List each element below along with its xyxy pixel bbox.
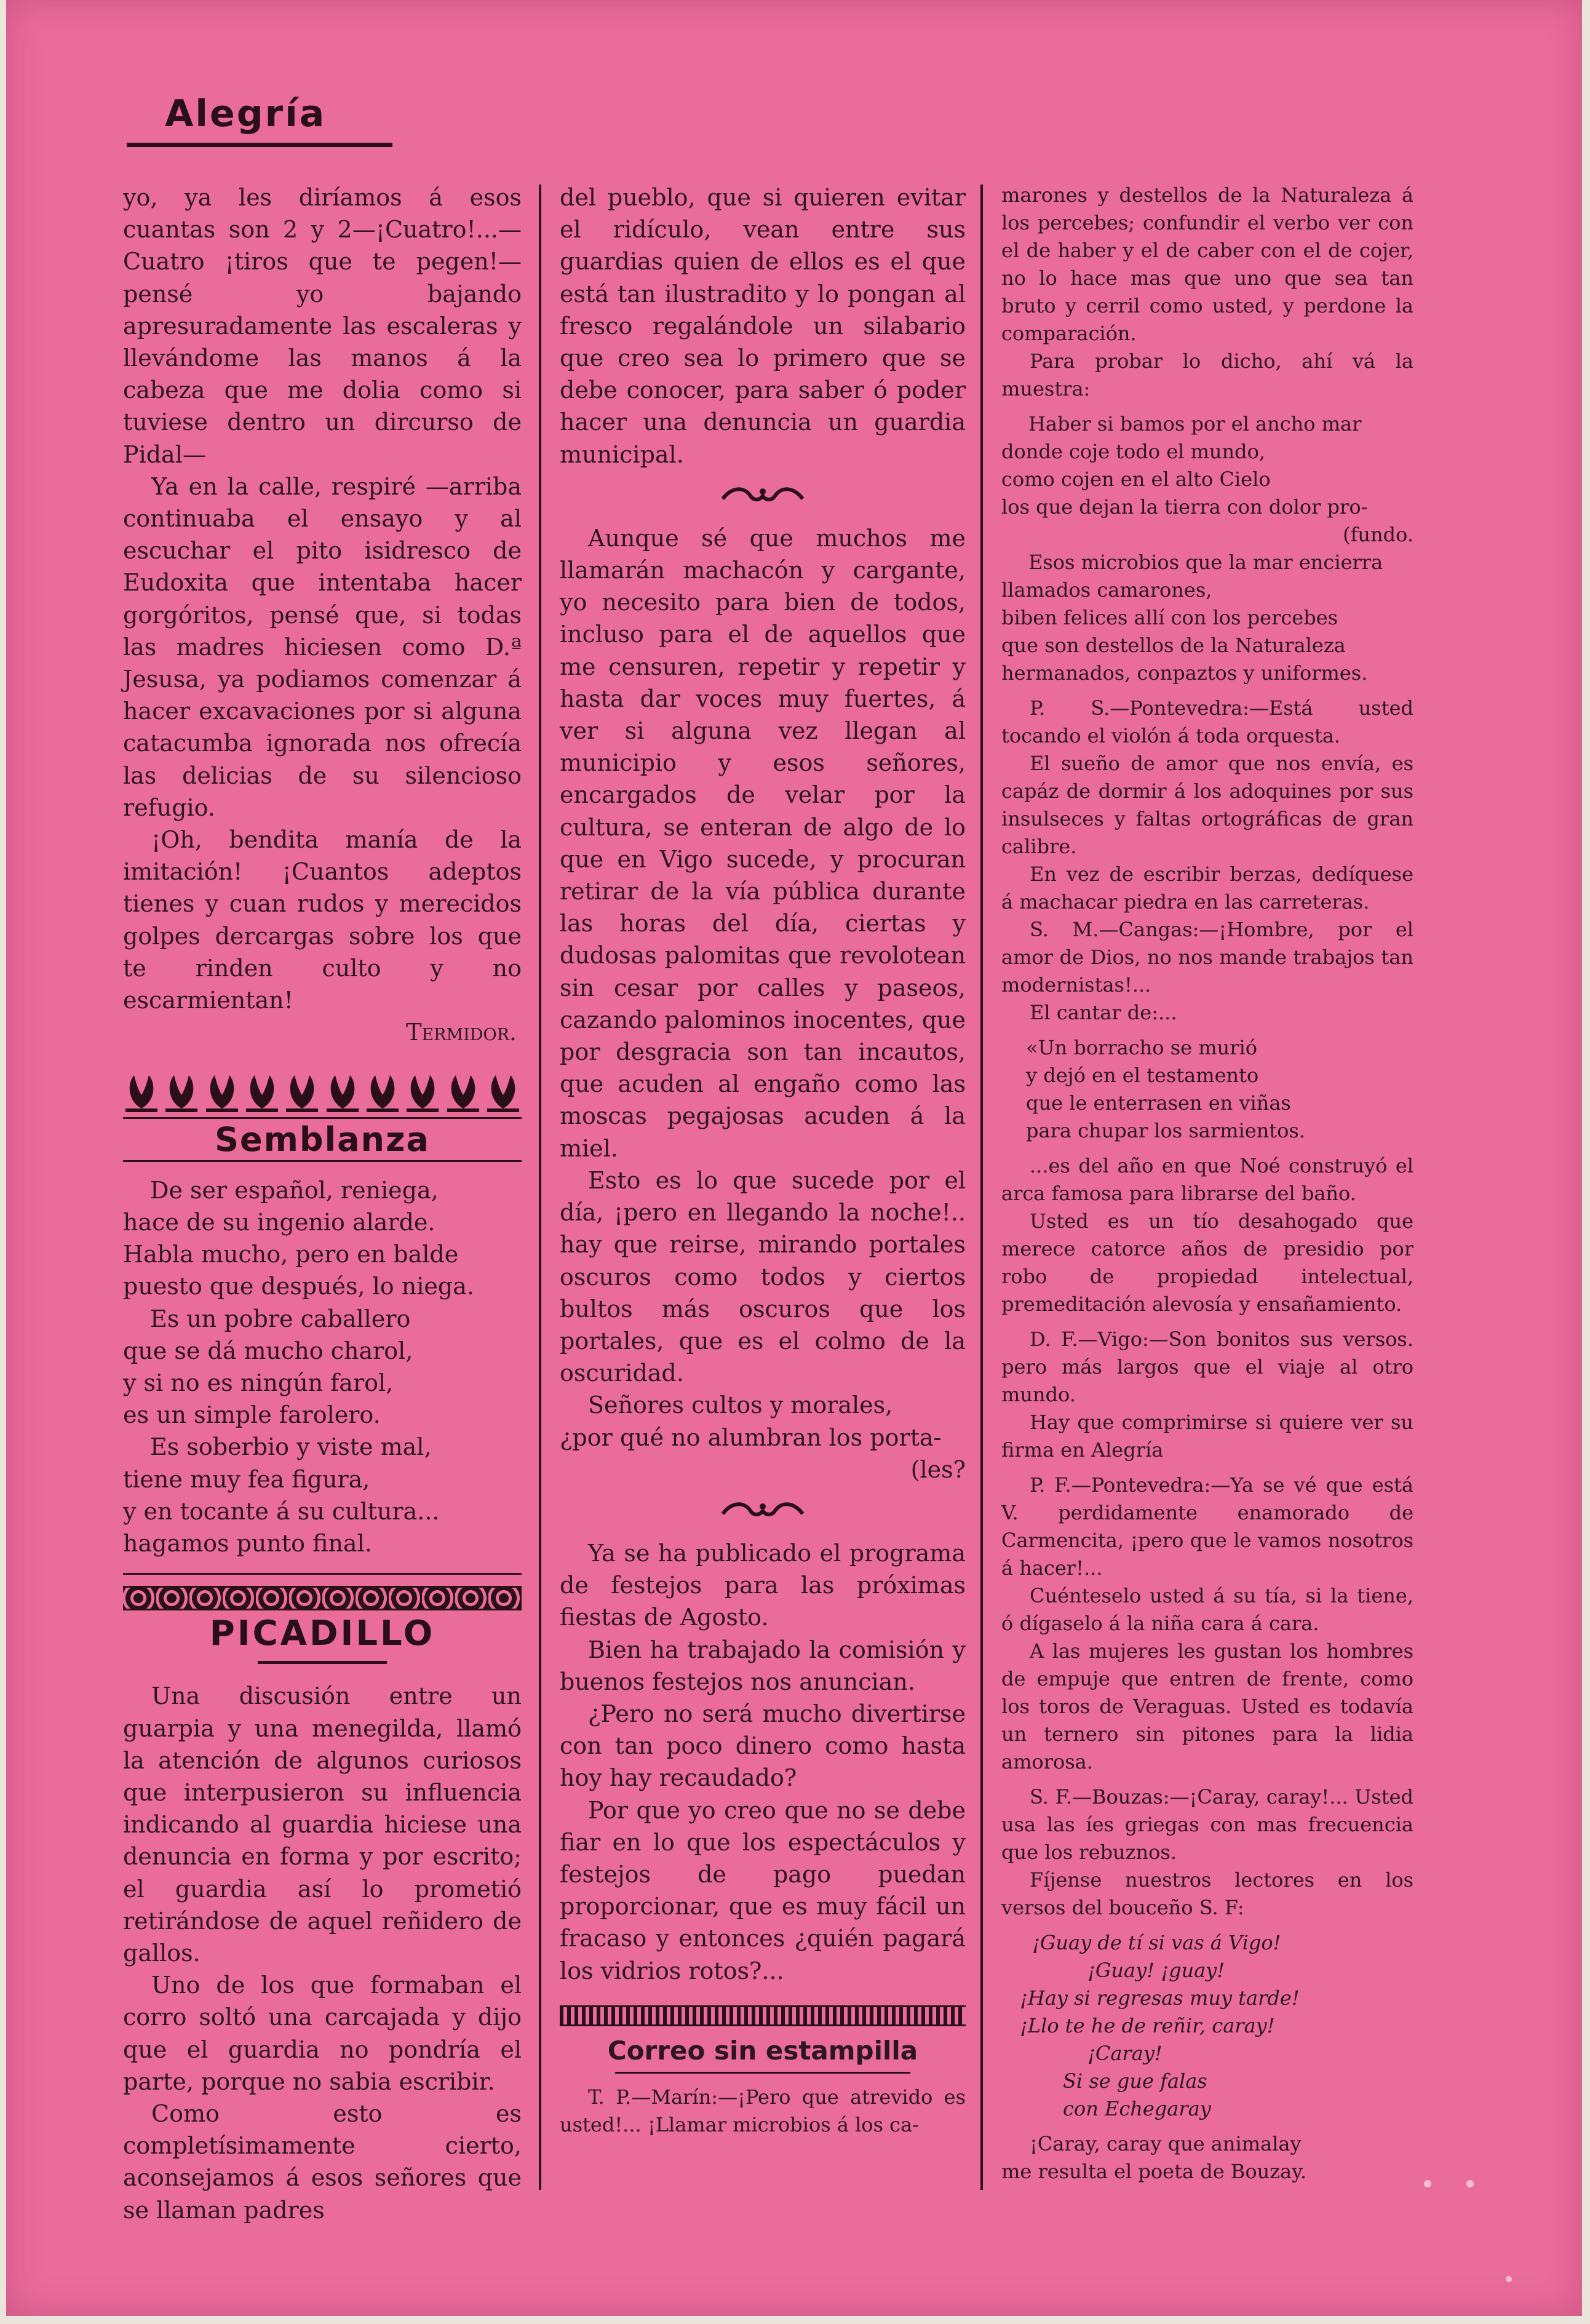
- verse-line: hace de su ingenio alarde.: [123, 1208, 435, 1236]
- verse-line: como cojen en el alto Cielo: [1001, 468, 1271, 491]
- verse-line: «Un borracho se murió: [1026, 1036, 1257, 1059]
- title-underline: [615, 2072, 910, 2074]
- verse-line: los que dejan la tierra con dolor pro-: [1001, 495, 1368, 519]
- paragraph: Ya se ha publicado el programa de festejos para las próximas fiestas de Agosto.: [560, 1539, 966, 1631]
- paragraph: ¿Pero no será mucho divertirse con tan poco dinero como hasta hoy hay recaudado?: [560, 1700, 966, 1792]
- verse-line: ¡Guay de tí si vas á Vigo!: [1032, 1931, 1281, 1954]
- verse-line: hagamos punto final.: [123, 1529, 372, 1557]
- fleuron-ornament: [560, 1495, 966, 1526]
- quoted-cantar: [1001, 1034, 1413, 1145]
- newspaper-page: [6, 0, 1582, 2316]
- paragraph: ¡Caray, caray que animalay: [1030, 2132, 1302, 2155]
- article-signature: Termidor.: [406, 1019, 517, 1046]
- verse-line: hermanados, conpaztos y uniformes.: [1001, 661, 1368, 685]
- verse-line: llamados camarones,: [1001, 578, 1212, 602]
- column-rule-1: [539, 185, 541, 2190]
- verse-line: ¡Hay si regresas muy tarde!: [1020, 1986, 1300, 2010]
- paragraph: D. F.—Vigo:—Son bonitos sus versos. pero más largos que el viaje al otro mundo.: [1001, 1327, 1413, 1406]
- paragraph: P. S.—Pontevedra:—Está usted tocando el violón á toda orquesta.: [1001, 696, 1413, 747]
- palmette-icon: [445, 1070, 482, 1113]
- verse-line: con Echegaray: [1063, 2097, 1211, 2120]
- verse-line: y si no es ningún farol,: [123, 1369, 394, 1396]
- section-rule: [123, 1117, 522, 1119]
- chain-ornament-band: [123, 1586, 522, 1610]
- verse-line: tiene muy fea figura,: [123, 1465, 370, 1493]
- paragraph: A las mujeres les gustan los hombres de empuje que entren de frente, como los toros de Veraguas. Usted es todavía un ternero sin pitones para la lidia amorosa.: [1001, 1639, 1413, 1773]
- paragraph: Para probar lo dicho, ahí vá la muestra:: [1001, 349, 1413, 400]
- verse-line: biben felices allí con los percebes: [1001, 606, 1338, 629]
- page-title: Alegría: [165, 92, 327, 135]
- paper-stain: [1466, 2180, 1474, 2187]
- verse-line: que se dá mucho charol,: [123, 1337, 413, 1364]
- palmette-icon: [364, 1070, 401, 1113]
- section-title-semblanza: Semblanza: [215, 1120, 430, 1160]
- paragraph: marones y destellos de la Naturaleza á los percebes; confundir el verbo ver con el de haber y el de caber con el de cojer, no lo hace mas que uno que sea tan bruto y cerril como usted, y perdone la comparación.: [1001, 183, 1413, 345]
- paragraph: Señores cultos y morales,: [588, 1391, 893, 1419]
- palmette-icon: [204, 1070, 240, 1113]
- verse-line: donde coje todo el mundo,: [1001, 440, 1266, 463]
- paragraph: yo, ya les diríamos á esos cuantas son 2 y 2—¡Cuatro!...—Cuatro ¡tiros que te pegen!—pensé yo bajando apresuradamente las escaleras y llevándome las manos á la cabeza que me dolia como si tuviese dentro un dircurso de Pidal—: [123, 184, 522, 468]
- paragraph: T. P.—Marín:—¡Pero que atrevido es usted!... ¡Llamar microbios á los ca-: [560, 2085, 966, 2136]
- verse-line: Haber si bamos por el ancho mar: [1028, 412, 1362, 436]
- paragraph: Uno de los que formaban el corro soltó una carcajada y dijo que el guardia no pondría el parte, porque no sabia escribir.: [123, 1972, 522, 2095]
- verse-line: Esos microbios que la mar encierra: [1028, 551, 1383, 574]
- palmette-icon: [244, 1070, 280, 1113]
- paragraph: ¿por qué no alumbran los porta-: [560, 1423, 942, 1451]
- paper-stain: [1506, 2276, 1512, 2282]
- paragraph: ¡Oh, bendita manía de la imitación! ¡Cuantos adeptos tienes y cuan rudos y merecidos golpes dercargas sobre los que te rinden culto y no escarmientan!: [123, 826, 522, 1014]
- paragraph: Una discusión entre un guarpia y una menegilda, llamó la atención de algunos curiosos que interpusieron su influencia indicando al guardia hiciese una denuncia en forma y por escrito; el guardia así lo prometió retirándose de aquel reñidero de gallos.: [123, 1682, 522, 1967]
- paragraph: Por que yo creo que no se debe fiar en lo que los espectáculos y festejos de pago puedan proporcionar, que es muy fácil un fracaso y entonces ¿quién pagará los vidrios rotos?...: [560, 1796, 966, 1984]
- column-rule-2: [980, 185, 983, 2190]
- verse-line: Habla mucho, pero en balde: [123, 1241, 459, 1268]
- paragraph: me resulta el poeta de Bouzay.: [1001, 2160, 1307, 2183]
- palmette-icon: [324, 1070, 361, 1113]
- paragraph: Como esto es completísimamente cierto, aconsejamos á esos señores que se llaman padres: [123, 2099, 522, 2224]
- palmette-icon: [404, 1070, 441, 1113]
- paragraph: Cuénteselo usted á su tía, si la tiene, ó dígaselo á la niña cara á cara.: [1001, 1584, 1413, 1635]
- paragraph: Hay que comprimirse si quiere ver su firma en Alegría: [1001, 1411, 1413, 1462]
- verse-line: que le enterrasen en viñas: [1026, 1091, 1291, 1115]
- verse-line: Es un pobre caballero: [150, 1305, 411, 1332]
- paragraph: Bien ha trabajado la comisión y buenos festejos nos anuncian.: [560, 1636, 966, 1695]
- verse-line: es un simple farolero.: [123, 1401, 381, 1429]
- section-rule: [123, 1160, 522, 1162]
- paragraph: Aunque sé que muchos me llamarán machacón y cargante, yo necesito para bien de todos, incluso para el de aquellos que me censuren, repetir y repetir y hasta dar voces muy fuertes, á ver si alguna vez llegan al municipio y esos señores, encargados de velar por la cultura, se enteran de algo de lo que en Vigo sucede, y procuran retirar de la vía pública durante las horas del día, ciertas y dudosas palomitas que revolotean sin cesar por calles y paseos, cazando palominos inocentes, que por desgracia son tan incautos, que acuden al engaño como las moscas pegajosas acuden á la miel.: [560, 524, 966, 1162]
- paragraph: Fíjense nuestros lectores en los versos del bouceño S. F:: [1001, 1868, 1413, 1919]
- title-underline: [258, 1661, 387, 1664]
- palmette-icon: [163, 1070, 200, 1113]
- paragraph: El sueño de amor que nos envía, es capáz de dormir á los adoquines por sus insulseces y faltas ortográficas de gran calibre.: [1001, 752, 1413, 858]
- fleuron-icon: [717, 480, 809, 511]
- verse-line: y dejó en el testamento: [1026, 1064, 1259, 1087]
- verse-line: Es soberbio y viste mal,: [150, 1433, 432, 1461]
- hatched-ornament-band: [560, 2005, 966, 2026]
- paragraph: Usted es un tío desahogado que merece catorce años de presidio por robo de propiedad intelectual, premeditación alevosía y ensañamiento.: [1001, 1209, 1413, 1316]
- fleuron-icon: [717, 1495, 809, 1526]
- quoted-poem: [1001, 410, 1413, 687]
- paragraph: Ya en la calle, respiré —arriba continuaba el ensayo y al escuchar el pito isidresco de Eudoxita que intentaba hacer gorgóritos, pensé que, si todas las madres hiciesen como D.ª Jesusa, ya podiamos comenzar á hacer excavaciones por si alguna catacumba ignorada nos ofrecía las delicias de su silencioso refugio.: [123, 472, 522, 821]
- verse-line: ¡Llo te he de reñir, caray!: [1020, 2014, 1275, 2037]
- verse-line: para chupar los sarmientos.: [1026, 1119, 1306, 1142]
- section-title-correo: Correo sin estampilla: [607, 2035, 918, 2066]
- column-1: [123, 181, 522, 2226]
- paragraph: S. F.—Bouzas:—¡Caray, caray!... Usted usa las íes griegas con mas frecuencia que los rebuznos.: [1001, 1785, 1413, 1864]
- verse-line: ¡Caray!: [1087, 2042, 1163, 2065]
- verse-line: y en tocante á su cultura...: [123, 1497, 440, 1525]
- section-rule: [123, 1573, 522, 1575]
- column-2: [560, 181, 966, 2139]
- paragraph: ...es del año en que Noé construyó el arca famosa para librarse del baño.: [1001, 1154, 1413, 1205]
- paragraph: del pueblo, que si quieren evitar el ridículo, vean entre sus guardias quien de ellos es el que está tan ilustradito y lo pongan al fresco regalándole un silabario que creo sea lo primero que se debe conocer, para saber ó poder hacer una denuncia un guardia municipal.: [560, 184, 966, 468]
- paragraph: Esto es lo que sucede por el día, ¡pero en llegando la noche!.. hay que reirse, mirando portales oscuros como todos y ciertos bultos más oscuros que los portales, que es el colmo de la oscuridad.: [560, 1166, 966, 1387]
- section-title-picadillo: PICADILLO: [209, 1614, 435, 1654]
- palmette-ornament-band: [123, 1070, 522, 1113]
- paragraph: En vez de escribir berzas, dedíquese á machacar piedra en las carreteras.: [1001, 862, 1413, 913]
- verse-line: puesto que después, lo niega.: [123, 1273, 474, 1300]
- fleuron-ornament: [560, 480, 966, 511]
- verse-line: Si se gue falas: [1063, 2069, 1207, 2093]
- verse-line: que son destellos de la Naturaleza: [1001, 634, 1346, 657]
- verse-line: De ser español, reniega,: [150, 1176, 439, 1204]
- bouzas-poem: [1001, 1929, 1413, 2123]
- palmette-icon: [123, 1070, 160, 1113]
- paragraph: (les?: [910, 1455, 966, 1483]
- verse-line: ¡Guay! ¡guay!: [1087, 1959, 1225, 1982]
- column-3: [1001, 181, 1413, 2186]
- paper-stain: [1424, 2180, 1431, 2187]
- paragraph: P. F.—Pontevedra:—Ya se vé que está V. perdidamente enamorado de Carmencita, ¡pero que le vamos nosotros á hacer!...: [1001, 1473, 1413, 1580]
- semblanza-poem: [123, 1174, 522, 1559]
- paragraph: El cantar de:...: [1030, 1001, 1177, 1024]
- paragraph: S. M.—Cangas:—¡Hombre, por el amor de Dios, no nos mande trabajos tan modernistas!...: [1001, 918, 1413, 997]
- palmette-icon: [284, 1070, 320, 1113]
- title-underline: [127, 143, 392, 147]
- verse-line: (fundo.: [1343, 523, 1413, 546]
- palmette-icon: [485, 1070, 522, 1113]
